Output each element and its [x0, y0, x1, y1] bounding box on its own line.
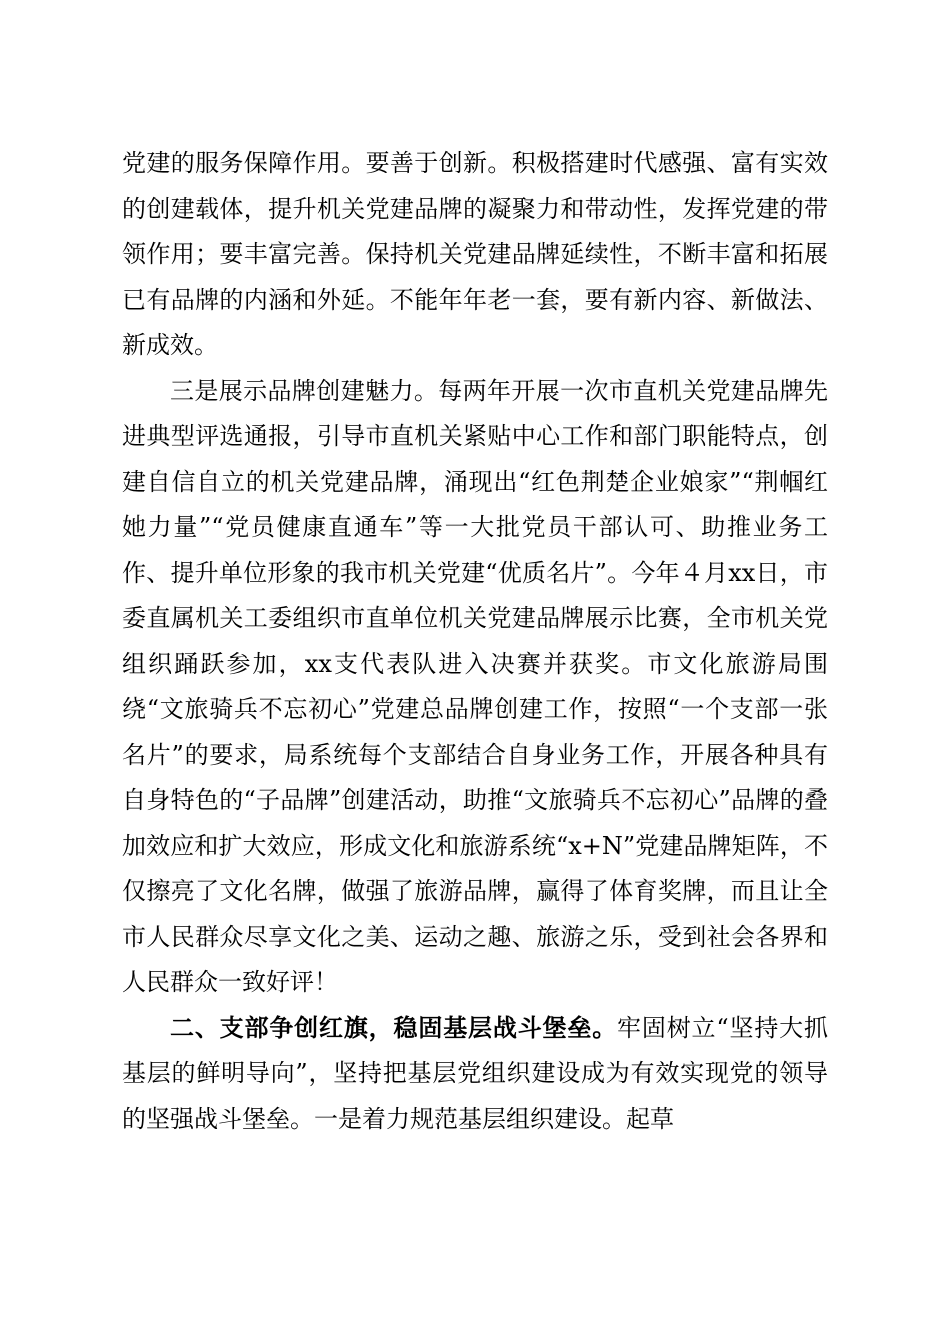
paragraph-text: 每两年开展一次市直机关党建品牌先进典型评选通报，引导市直机关紧贴中心工作和部门职能特点，创建自信自立的机关党建品牌，涌现出“红色荆楚企业娘家”“荆帼红她力量”“党员健康直通车”等一大批党员干部认可、助推业务工作、提升单位形象的我市机关党建“优质名片”。今年４月xx日，市委直属机关工委组织市直单位机关党建品牌展示比赛，全市机关党组织踊跃参加，xx支代表队进入决赛并获奖。市文化旅游局围绕“文旅骑兵不忘初心”党建总品牌创建工作，按照“一个支部一张名片”的要求，局系统每个支部结合自身业务工作，开展各种具有自身特色的“子品牌”创建活动，助推“文旅骑兵不忘初心”品牌的叠加效应和扩大效应，形成文化和旅游系统“x+N”党建品牌矩阵，不仅擦亮了文化名牌，做强了旅游品牌，赢得了体育奖牌，而且让全市人民群众尽享文化之美、运动之趣、旅游之乐，受到社会各界和人民群众一致好评！	[122, 376, 829, 996]
section-heading: 二、支部争创红旗，稳固基层战斗堡垒。	[170, 1013, 618, 1042]
paragraph-branch-red-flag	[122, 1006, 828, 1143]
paragraph-text: 党建的服务保障作用。要善于创新。积极搭建时代感强、富有实效的创建载体，提升机关党建品牌的凝聚力和带动性，发挥党建的带领作用；要丰富完善。保持机关党建品牌延续性，不断丰富和拓展已有品牌的内涵和外延。不能年年老一套，要有新内容、新做法、新成效。	[122, 149, 828, 359]
document-body	[122, 141, 828, 1142]
paragraph-text: 牢固树立“坚持大抓基层的鲜明导向”，坚持把基层党组织建设成为有效实现党的领导的坚强战斗堡垒。一是着力规范基层组织建设。起草	[122, 1013, 828, 1133]
paragraph-brand-showcase	[122, 369, 828, 1006]
paragraph-continuation	[122, 141, 828, 369]
subsection-heading: 三是展示品牌创建魅力。	[170, 376, 439, 405]
